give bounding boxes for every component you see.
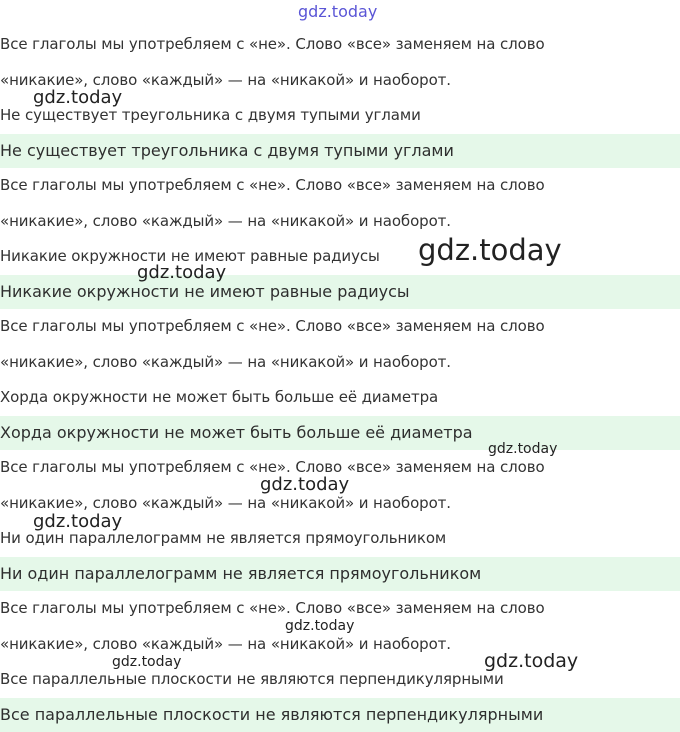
explanation-line-2: «никакие», слово «каждый» — на «никакой» и наоборот.	[0, 71, 451, 89]
statement-text: Не существует треугольника с двумя тупыми углами	[0, 106, 421, 124]
explanation-line-1: Все глаголы мы употребляем с «не». Слово «все» заменяем на слово	[0, 458, 545, 476]
explanation-line-2: «никакие», слово «каждый» — на «никакой» и наоборот.	[0, 212, 451, 230]
statement-text: Никакие окружности не имеют равные радиусы	[0, 247, 380, 265]
answer-highlight: Не существует треугольника с двумя тупыми углами	[0, 134, 680, 168]
watermark: gdz.today	[137, 262, 227, 283]
explanation-line-1: Все глаголы мы употребляем с «не». Слово «все» заменяем на слово	[0, 599, 545, 617]
answer-highlight: Хорда окружности не может быть больше её диаметра	[0, 416, 680, 450]
explanation-line-1: Все глаголы мы употребляем с «не». Слово «все» заменяем на слово	[0, 317, 545, 335]
watermark: gdz.today	[33, 511, 123, 532]
statement-text: Ни один параллелограмм не является прямоугольником	[0, 529, 447, 547]
explanation-line-2: «никакие», слово «каждый» — на «никакой» и наоборот.	[0, 635, 451, 653]
watermark: gdz.today	[285, 618, 355, 634]
watermark: gdz.today	[488, 441, 558, 457]
answer-highlight: Все параллельные плоскости не являются перпендикулярными	[0, 698, 680, 732]
watermark: gdz.today	[112, 654, 182, 670]
watermark: gdz.today	[33, 87, 123, 108]
explanation-line-2: «никакие», слово «каждый» — на «никакой» и наоборот.	[0, 353, 451, 371]
answer-highlight: Ни один параллелограмм не является прямоугольником	[0, 557, 680, 591]
statement-text: Все параллельные плоскости не являются перпендикулярными	[0, 670, 504, 688]
explanation-line-2: «никакие», слово «каждый» — на «никакой» и наоборот.	[0, 494, 451, 512]
statement-text: Хорда окружности не может быть больше её диаметра	[0, 388, 439, 406]
watermark: gdz.today	[418, 233, 562, 267]
explanation-line-1: Все глаголы мы употребляем с «не». Слово «все» заменяем на слово	[0, 35, 545, 53]
answer-highlight: Никакие окружности не имеют равные радиусы	[0, 275, 680, 309]
explanation-line-1: Все глаголы мы употребляем с «не». Слово «все» заменяем на слово	[0, 176, 545, 194]
watermark: gdz.today	[260, 474, 350, 495]
watermark: gdz.today	[484, 650, 579, 672]
watermark: gdz.today	[298, 2, 378, 21]
